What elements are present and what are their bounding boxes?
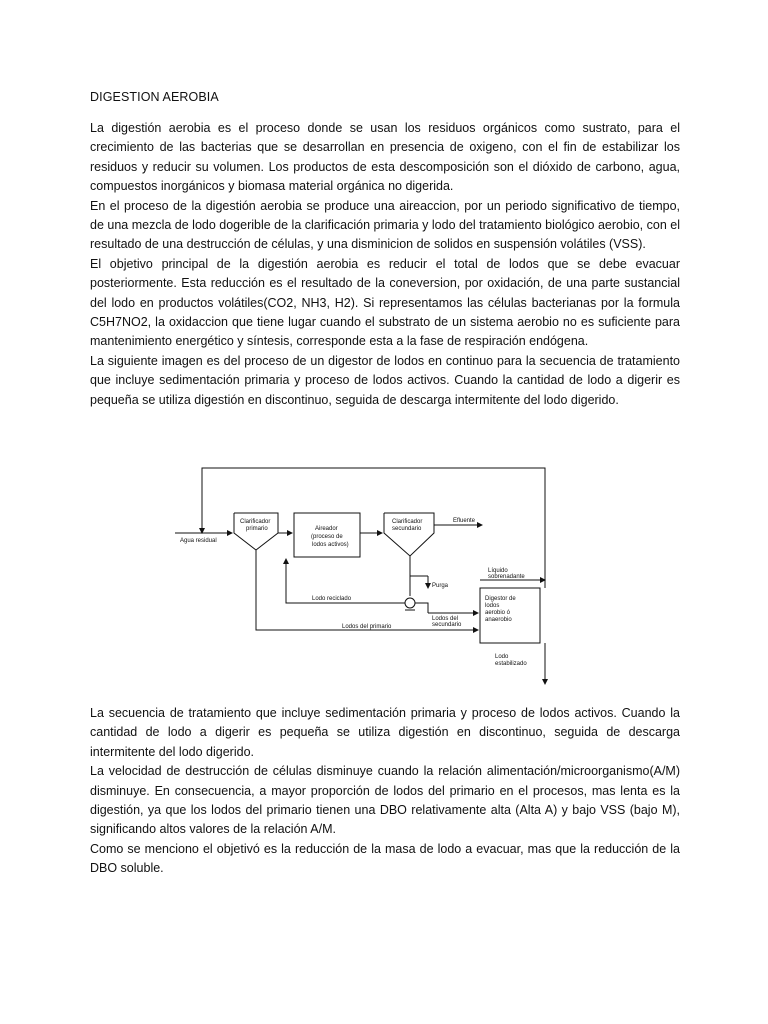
flow-line (415, 603, 428, 613)
efluente-label: Efluente (453, 518, 476, 524)
lodo-estabilizado-label: estabilizado (495, 661, 527, 667)
liquido-sobrenadante-label: sobrenadante (488, 574, 525, 580)
lodos-primario-label: Lodos del primario (342, 624, 392, 630)
digestor-label: lodos (485, 603, 500, 609)
digestor-label: anaerobio (485, 617, 512, 623)
clarificador-primario-label: Clarificador (240, 519, 271, 525)
body-text-bottom (90, 704, 680, 879)
paragraph: La velocidad de destrucción de células disminuye cuando la relación alimentación/microorganismo(A/M) disminuye. En consecuencia, a mayor proporción de lodos del primario en el procesos, mas lenta es la digestión, ya que los lodos del primario tienen una DBO relativamente alta (Alta A) y bajo VSS (bajo M), significando altos valores de la relación A/M. (90, 764, 680, 837)
paragraph: Como se menciono el objetivó es la reducción de la masa de lodo a evacuar, mas que la reducción de la DBO soluble. (90, 841, 680, 876)
document-title: DIGESTION AEROBIA (90, 90, 219, 104)
lodos-secundario-label: Lodos del (432, 616, 459, 622)
aireador-label-part: (proceso de (311, 534, 343, 540)
process-flow-diagram (170, 458, 560, 690)
paragraph: El objetivo principal de la digestión aerobia es reducir el total de lodos que se debe evacuar posteriormente. Esta reducción es el resultado de la coneversion, por oxidación, de una parte sustancial del lodo en productos volátiles(CO2, NH3, H2). Si representamos las células bacterianas por la formula C5H7NO2, la oxidaccion que tiene lugar cuando el substrato de un sistema aerobio no es suficiente para mantenimiento energético y síntesis, corresponde esta a la fase de respiración endógena. (90, 256, 680, 349)
body-text-top (90, 119, 680, 410)
lodo-estabilizado-label: Lodo (495, 654, 509, 660)
digestor-label: Digestor de (485, 596, 516, 602)
aireador-label: Aireador (315, 526, 338, 532)
agua-residual-label: Agua residual (180, 538, 217, 544)
aireador-label (311, 534, 343, 540)
paragraph: La siguiente imagen es del proceso de un digestor de lodos en continuo para la secuencia de tratamiento que incluye sedimentación primaria y proceso de lodos activos. Cuando la cantidad de lodo a digerir es pequeña se utiliza digestión en discontinuo, seguida de descarga intermitente del lodo digerido. (90, 353, 680, 407)
clarificador-primario-label: primario (246, 526, 268, 532)
purga-label: Purga (432, 583, 449, 589)
paragraph: La secuencia de tratamiento que incluye sedimentación primaria y proceso de lodos activos. Cuando la cantidad de lodo a digerir es pequeña se utiliza digestión en discontinuo, seguida de descarga intermitente del lodo digerido. (90, 706, 680, 759)
digestor-label: aerobio ó (485, 610, 511, 616)
pump-shape (405, 598, 415, 608)
liquido-sobrenadante-label: Líquido (488, 568, 508, 574)
lodos-secundario-label: secundario (432, 622, 462, 628)
aireador-label: lodos activos) (312, 542, 349, 548)
clarificador-secundario-label: secundario (392, 526, 422, 532)
paragraph: En el proceso de la digestión aerobia se produce una aireaccion, por un periodo significativo de tiempo, de una mezcla de lodo dogerible de la clarificación primaria y lodo del tratamiento biológico aerobio, con el resultado de una destrucción de células, y una disminicion de solidos en suspensión volátiles (VSS). (90, 198, 680, 252)
clarificador-secundario-label: Clarificador (392, 519, 423, 525)
lodo-reciclado-label: Lodo reciclado (312, 596, 352, 602)
paragraph: La digestión aerobia es el proceso donde se usan los residuos orgánicos como sustrato, para el crecimiento de las bacterias que se desarrollan en presencia de oxigeno, con el fin de estabilizar los residuos y reducir su volumen. Los productos de esta descomposición son el dióxido de carbono, agua, compuestos inorgánicos y biomasa material orgánica no digerida. (90, 121, 680, 194)
